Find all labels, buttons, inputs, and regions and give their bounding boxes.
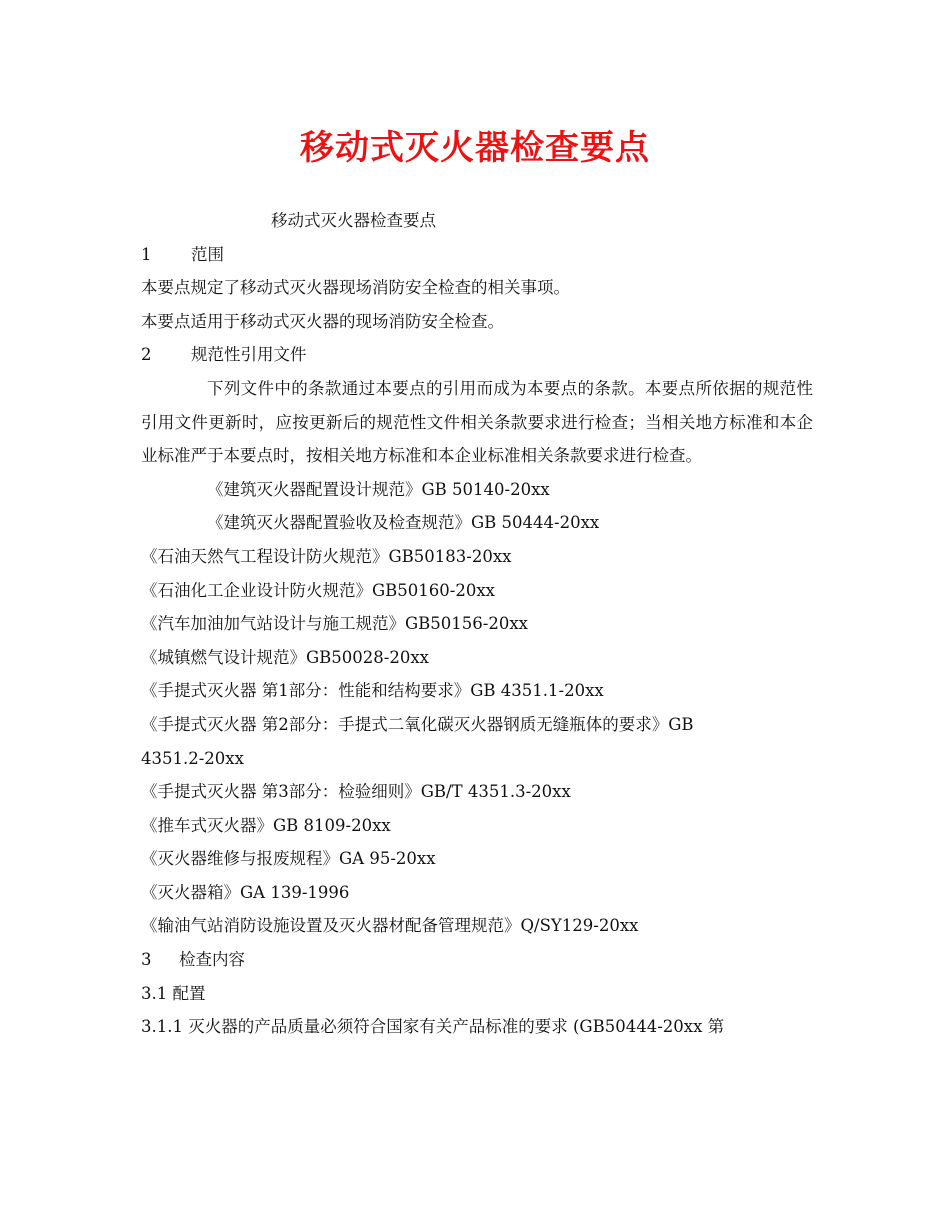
section-number: 2 [141, 345, 152, 365]
document-title: 移动式灭火器检查要点 [300, 128, 650, 168]
section-number: 3 [141, 950, 152, 970]
reference-item: 《石油天然气工程设计防火规范》GB50183-20xx [141, 546, 512, 566]
reference-item-continuation: 4351.2-20xx [141, 748, 244, 768]
document-subtitle: 移动式灭火器检查要点 [271, 211, 436, 230]
section-1-heading [141, 238, 813, 272]
reference-item: 《建筑灭火器配置验收及检查规范》GB 50444-20xx [207, 513, 600, 533]
reference-item: 《手提式灭火器 第2部分：手提式二氧化碳灭火器钢质无缝瓶体的要求》GB [141, 714, 694, 734]
subsection-heading: 3.1 配置 [141, 983, 206, 1003]
intro-paragraph: 下列文件中的条款通过本要点的引用而成为本要点的条款。本要点所依据的规范性引用文件更新时，应按更新后的规范性文件相关条款要求进行检查；当相关地方标准和本企业标准严于本要点时，按相关地方标准和本企业标准相关条款要求进行检查。 [141, 378, 813, 466]
section-title: 范围 [191, 244, 224, 264]
reference-item: 《汽车加油加气站设计与施工规范》GB50156-20xx [141, 614, 528, 634]
reference-item: 《手提式灭火器 第3部分：检验细则》GB/T 4351.3-20xx [141, 782, 571, 802]
section-number: 1 [141, 244, 152, 264]
section-3-heading [141, 943, 813, 977]
clause-text: 3.1.1 灭火器的产品质量必须符合国家有关产品标准的要求 (GB50444-20xx 第 [141, 1017, 725, 1037]
reference-item: 《城镇燃气设计规范》GB50028-20xx [141, 647, 429, 667]
section-title: 规范性引用文件 [191, 345, 307, 365]
section-title: 检查内容 [179, 950, 245, 970]
reference-item: 《建筑灭火器配置设计规范》GB 50140-20xx [207, 479, 550, 499]
document-body [141, 204, 813, 1044]
reference-item: 《灭火器箱》GA 139-1996 [141, 882, 350, 902]
scope-line: 本要点适用于移动式灭火器的现场消防安全检查。 [141, 311, 504, 331]
reference-item: 《灭火器维修与报废规程》GA 95-20xx [141, 849, 436, 869]
reference-item: 《手提式灭火器 第1部分：性能和结构要求》GB 4351.1-20xx [141, 681, 604, 701]
reference-item: 《石油化工企业设计防火规范》GB50160-20xx [141, 580, 495, 600]
scope-line: 本要点规定了移动式灭火器现场消防安全检查的相关事项。 [141, 278, 570, 298]
section-2-heading [141, 338, 813, 372]
reference-item: 《输油气站消防设施设置及灭火器材配备管理规范》Q/SY129-20xx [141, 916, 639, 936]
reference-item: 《推车式灭火器》GB 8109-20xx [141, 815, 391, 835]
